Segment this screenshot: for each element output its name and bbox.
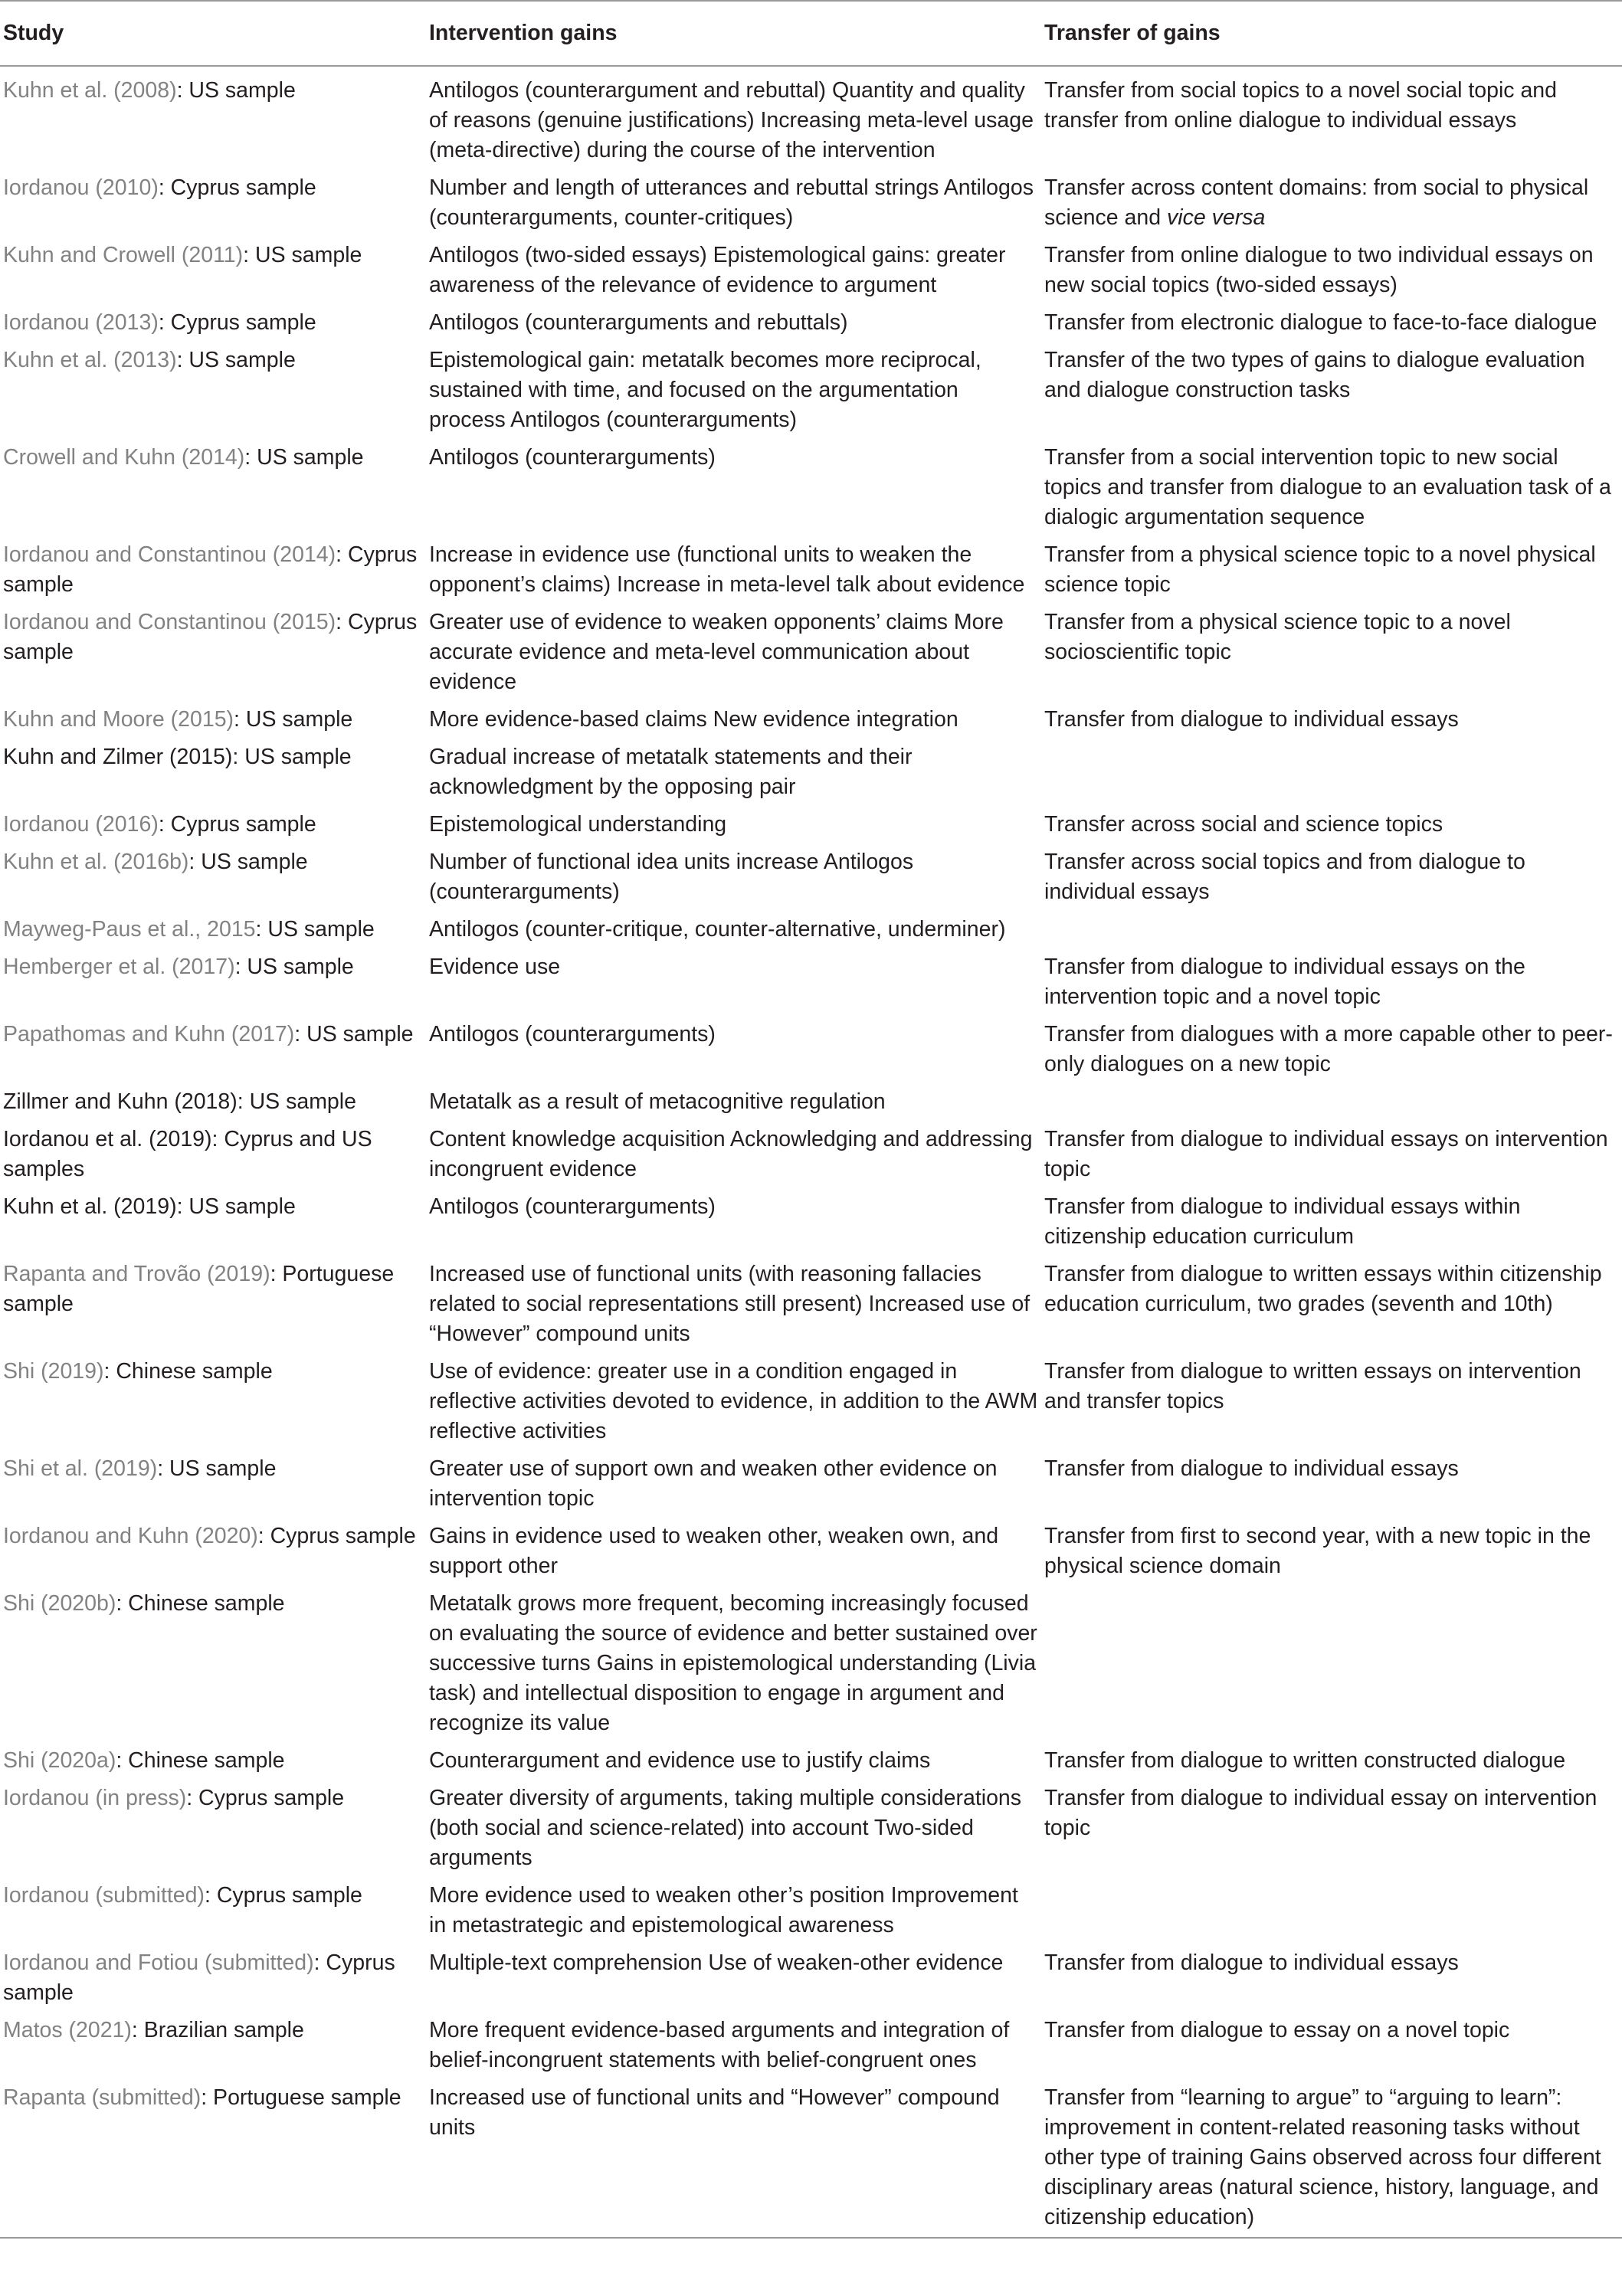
study-citation: Zillmer and Kuhn (2018): [3, 1089, 238, 1114]
intervention-gains-cell: More frequent evidence-based arguments and integration of belief-incongruent statements with belief-congruent ones: [429, 2018, 1010, 2072]
transfer-of-gains-cell: [1044, 536, 1622, 604]
study-citation: Shi (2020a): [3, 1748, 116, 1773]
table-row: [0, 1121, 1622, 1188]
transfer-of-gains-cell: [1044, 1450, 1622, 1518]
transfer-of-gains-cell: [1044, 806, 1622, 843]
transfer-text: Transfer from dialogue to essay on a novel topic: [1044, 2018, 1510, 2042]
study-sample: : Chinese sample: [116, 1748, 285, 1773]
study-cell: [0, 1944, 429, 2012]
study-sample: : Cyprus sample: [204, 1883, 362, 1908]
study-cell: [0, 1780, 429, 1877]
intervention-gains-cell: Multiple-text comprehension Use of weaken-other evidence: [429, 1950, 1004, 1975]
study-citation: Hemberger et al. (2017): [3, 955, 235, 979]
study-citation: Shi et al. (2019): [3, 1456, 158, 1481]
header-transfer-of-gains: Transfer of gains: [1044, 1, 1622, 66]
study-cell: [0, 1353, 429, 1450]
table-row: [0, 948, 1622, 1016]
study-cell: [0, 536, 429, 604]
intervention-gains-cell: Evidence use: [429, 955, 561, 979]
study-cell: [0, 701, 429, 739]
intervention-gains-cell: Greater diversity of arguments, taking multiple considerations (both social and science-related) into account Two-sided arguments: [429, 1786, 1022, 1870]
study-cell: [0, 604, 429, 701]
table-row: [0, 843, 1622, 911]
study-citation: Iordanou and Fotiou (submitted): [3, 1950, 314, 1975]
table-row: [0, 304, 1622, 342]
study-sample: : US sample: [232, 745, 352, 769]
transfer-of-gains-cell: [1044, 1585, 1622, 1742]
table-row: [0, 1188, 1622, 1256]
table-row: [0, 2079, 1622, 2238]
transfer-of-gains-cell: [1044, 237, 1622, 304]
study-cell: [0, 2079, 429, 2238]
transfer-text: Transfer across social and science topics: [1044, 812, 1443, 837]
table-body: [0, 66, 1622, 2238]
table-row: [0, 1742, 1622, 1780]
intervention-gains-cell: Antilogos (counterarguments): [429, 445, 716, 470]
study-citation: Shi (2020b): [3, 1591, 116, 1616]
study-cell: [0, 304, 429, 342]
study-sample: : US sample: [234, 955, 354, 979]
transfer-of-gains-cell: [1044, 66, 1622, 169]
header-row: [0, 1, 1622, 66]
study-cell: [0, 66, 429, 169]
study-sample: : US sample: [237, 1089, 356, 1114]
transfer-of-gains-cell: [1044, 1518, 1622, 1585]
study-sample: : Cyprus sample: [158, 175, 316, 200]
transfer-text: Transfer from dialogue to individual essay on intervention topic: [1044, 1786, 1597, 1840]
transfer-text: Transfer from dialogue to individual essays on intervention topic: [1044, 1127, 1608, 1181]
study-citation: Iordanou (2013): [3, 310, 159, 335]
table-row: [0, 1083, 1622, 1121]
study-cell: [0, 911, 429, 948]
study-sample: : Chinese sample: [116, 1591, 285, 1616]
study-sample: : US sample: [234, 707, 353, 732]
transfer-of-gains-cell: [1044, 2079, 1622, 2238]
table-row: [0, 1016, 1622, 1083]
intervention-gains-cell: Metatalk as a result of metacognitive regulation: [429, 1089, 886, 1114]
study-cell: [0, 439, 429, 536]
table-row: [0, 66, 1622, 169]
study-sample: : Cyprus sample: [3, 610, 418, 664]
transfer-text: Transfer from dialogue to individual essays on the intervention topic and a novel topic: [1044, 955, 1525, 1009]
transfer-of-gains-cell: [1044, 701, 1622, 739]
study-sample: : US sample: [255, 917, 375, 942]
study-sample: : Cyprus sample: [186, 1786, 345, 1810]
study-citation: Mayweg-Paus et al., 2015: [3, 917, 256, 942]
table-header: [0, 1, 1622, 66]
study-cell: [0, 1585, 429, 1742]
study-cell: [0, 1518, 429, 1585]
study-sample: : Cyprus and US samples: [3, 1127, 372, 1181]
intervention-gains-cell: Antilogos (counter-critique, counter-alternative, underminer): [429, 917, 1006, 942]
transfer-of-gains-cell: [1044, 1083, 1622, 1121]
study-sample: : Cyprus sample: [158, 310, 316, 335]
study-citation: Iordanou and Kuhn (2020): [3, 1524, 258, 1548]
study-cell: [0, 1083, 429, 1121]
intervention-gains-cell: More evidence used to weaken other’s position Improvement in metastrategic and epistemological awareness: [429, 1883, 1018, 1937]
intervention-gains-cell: Greater use of support own and weaken other evidence on intervention topic: [429, 1456, 998, 1511]
transfer-of-gains-cell: [1044, 1877, 1622, 1944]
table-row: [0, 1450, 1622, 1518]
study-citation: Iordanou (2016): [3, 812, 159, 837]
study-citation: Matos (2021): [3, 2018, 132, 2042]
intervention-gains-cell: Gradual increase of metatalk statements and their acknowledgment by the opposing pair: [429, 745, 913, 799]
study-citation: Rapanta and Trovão (2019): [3, 1262, 270, 1286]
intervention-gains-cell: Epistemological understanding: [429, 812, 727, 837]
study-citation: Kuhn and Moore (2015): [3, 707, 234, 732]
transfer-text: Transfer from social topics to a novel social topic and transfer from online dialogue to individual essays: [1044, 78, 1557, 133]
study-cell: [0, 806, 429, 843]
study-sample: : US sample: [157, 1456, 277, 1481]
table-row: [0, 1944, 1622, 2012]
table-row: [0, 536, 1622, 604]
table-row: [0, 1585, 1622, 1742]
transfer-text: Transfer from a social intervention topic to new social topics and transfer from dialogue to an evaluation task of a dialogic argumentation sequence: [1044, 445, 1611, 529]
intervention-gains-cell: Increased use of functional units and “However” compound units: [429, 2079, 1044, 2238]
study-cell: [0, 1742, 429, 1780]
transfer-of-gains-cell: [1044, 1256, 1622, 1353]
study-sample: : Portuguese sample: [3, 1262, 395, 1316]
study-citation: Kuhn and Zilmer (2015): [3, 745, 233, 769]
intervention-gains-cell: Increase in evidence use (functional units to weaken the opponent’s claims) Increase in meta-level talk about evidence: [429, 542, 1025, 597]
study-sample: : Cyprus sample: [158, 812, 316, 837]
study-citation: Papathomas and Kuhn (2017): [3, 1022, 295, 1046]
table-row: [0, 1877, 1622, 1944]
transfer-text: Transfer from dialogue to individual essays: [1044, 707, 1459, 732]
transfer-of-gains-cell: [1044, 169, 1622, 237]
transfer-text: Transfer from dialogue to individual essays within citizenship education curriculum: [1044, 1194, 1521, 1249]
transfer-of-gains-cell: [1044, 604, 1622, 701]
study-citation: Iordanou (in press): [3, 1786, 187, 1810]
transfer-of-gains-cell: [1044, 1944, 1622, 2012]
study-cell: [0, 1450, 429, 1518]
transfer-text: Transfer across content domains: from social to physical science and: [1044, 175, 1589, 230]
transfer-of-gains-cell: [1044, 1188, 1622, 1256]
study-citation: Iordanou (submitted): [3, 1883, 205, 1908]
intervention-gains-cell: Increased use of functional units (with reasoning fallacies related to social representations still present) Increased use of “However” compound units: [429, 1262, 1031, 1346]
table-row: [0, 911, 1622, 948]
transfer-of-gains-cell: [1044, 1742, 1622, 1780]
header-intervention-gains: Intervention gains: [429, 1, 1044, 66]
study-cell: [0, 1188, 429, 1256]
study-citation: Kuhn et al. (2019): [3, 1194, 177, 1219]
transfer-text: Transfer from “learning to argue” to “arguing to learn”: improvement in content-related reasoning tasks without other type of training Gains observed across four different disciplinary areas (natural science, history, language, and citizenship education): [1044, 2085, 1601, 2229]
study-sample: : US sample: [243, 243, 362, 267]
study-citation: Iordanou (2010): [3, 175, 159, 200]
header-study: Study: [0, 1, 429, 66]
transfer-of-gains-cell: [1044, 1780, 1622, 1877]
intervention-gains-cell: Metatalk grows more frequent, becoming increasingly focused on evaluating the source of evidence and better sustained over successive turns Gains in epistemological understanding (Livia task) and intellectual disposition to engage in argument and recognize its value: [429, 1591, 1037, 1735]
intervention-gains-cell: Gains in evidence used to weaken other, weaken own, and support other: [429, 1524, 999, 1578]
study-cell: [0, 2012, 429, 2079]
study-cell: [0, 1016, 429, 1083]
study-sample: : US sample: [176, 1194, 296, 1219]
study-sample: : US sample: [188, 850, 308, 874]
table-row: [0, 1353, 1622, 1450]
intervention-gains-cell: Number and length of utterances and rebuttal strings Antilogos (counterarguments, counter-critiques): [429, 175, 1034, 230]
intervention-gains-cell: More evidence-based claims New evidence integration: [429, 707, 958, 732]
transfer-of-gains-cell: [1044, 304, 1622, 342]
intervention-gains-cell: Epistemological gain: metatalk becomes more reciprocal, sustained with time, and focused on the argumentation process Antilogos (counterarguments): [429, 348, 981, 432]
table-row: [0, 1518, 1622, 1585]
table-row: [0, 2012, 1622, 2079]
study-sample: : Cyprus sample: [257, 1524, 416, 1548]
table-row: [0, 1780, 1622, 1877]
study-sample: : Cyprus sample: [3, 1950, 395, 2005]
study-citation: Iordanou and Constantinou (2014): [3, 542, 336, 567]
table-row: [0, 1256, 1622, 1353]
intervention-gains-cell: Use of evidence: greater use in a condition engaged in reflective activities devoted to evidence, in addition to the AWM reflective activities: [429, 1359, 1038, 1443]
intervention-gains-cell: Content knowledge acquisition Acknowledging and addressing incongruent evidence: [429, 1127, 1033, 1181]
intervention-gains-cell: Greater use of evidence to weaken opponents’ claims More accurate evidence and meta-level communication about evidence: [429, 610, 1004, 694]
study-sample: : Brazilian sample: [131, 2018, 304, 2042]
transfer-of-gains-cell: [1044, 843, 1622, 911]
transfer-text: Transfer from electronic dialogue to face-to-face dialogue: [1044, 310, 1597, 335]
transfer-of-gains-cell: [1044, 1353, 1622, 1450]
study-sample: : US sample: [176, 78, 296, 103]
intervention-gains-cell: Antilogos (counterargument and rebuttal) Quantity and quality of reasons (genuine justifications) Increasing meta-level usage (meta-directive) during the course of the intervention: [429, 78, 1034, 162]
study-cell: [0, 843, 429, 911]
intervention-gains-cell: Antilogos (counterarguments and rebuttals): [429, 310, 848, 335]
transfer-emphasis: vice versa: [1167, 205, 1266, 230]
table-row: [0, 604, 1622, 701]
transfer-of-gains-cell: [1044, 1121, 1622, 1188]
transfer-of-gains-cell: [1044, 342, 1622, 439]
intervention-gains-cell: Number of functional idea units increase Antilogos (counterarguments): [429, 850, 914, 904]
transfer-text: Transfer from a physical science topic to a novel socioscientific topic: [1044, 610, 1511, 664]
transfer-text: Transfer from a physical science topic to a novel physical science topic: [1044, 542, 1596, 597]
table-row: [0, 806, 1622, 843]
study-sample: : US sample: [294, 1022, 414, 1046]
transfer-text: Transfer of the two types of gains to dialogue evaluation and dialogue construction tasks: [1044, 348, 1585, 402]
transfer-of-gains-cell: [1044, 2012, 1622, 2079]
study-citation: Rapanta (submitted): [3, 2085, 202, 2110]
table-row: [0, 237, 1622, 304]
intervention-gains-cell: Antilogos (counterarguments): [429, 1194, 716, 1219]
transfer-text: Transfer from dialogue to individual essays: [1044, 1950, 1459, 1975]
transfer-text: Transfer from online dialogue to two individual essays on new social topics (two-sided essays): [1044, 243, 1594, 297]
study-citation: Kuhn et al. (2016b): [3, 850, 189, 874]
study-citation: Kuhn and Crowell (2011): [3, 243, 244, 267]
study-cell: [0, 169, 429, 237]
study-cell: [0, 342, 429, 439]
transfer-of-gains-cell: [1044, 948, 1622, 1016]
table-row: [0, 739, 1622, 806]
transfer-of-gains-cell: [1044, 1016, 1622, 1083]
study-sample: : US sample: [244, 445, 364, 470]
study-citation: Iordanou et al. (2019): [3, 1127, 212, 1151]
transfer-text: Transfer from first to second year, with a new topic in the physical science domain: [1044, 1524, 1591, 1578]
transfer-text: Transfer from dialogue to individual essays: [1044, 1456, 1459, 1481]
table-row: [0, 342, 1622, 439]
study-sample: : US sample: [176, 348, 296, 372]
study-sample: : Portuguese sample: [201, 2085, 401, 2110]
study-sample: : Chinese sample: [103, 1359, 273, 1384]
transfer-of-gains-cell: [1044, 439, 1622, 536]
transfer-of-gains-cell: [1044, 739, 1622, 806]
study-citation: Kuhn et al. (2008): [3, 78, 177, 103]
study-cell: [0, 948, 429, 1016]
study-cell: [0, 1877, 429, 1944]
intervention-gains-cell: Antilogos (counterarguments): [429, 1022, 716, 1046]
study-cell: [0, 237, 429, 304]
transfer-text: Transfer across social topics and from dialogue to individual essays: [1044, 850, 1525, 904]
study-cell: [0, 739, 429, 806]
transfer-of-gains-cell: [1044, 911, 1622, 948]
study-cell: [0, 1121, 429, 1188]
study-citation: Iordanou and Constantinou (2015): [3, 610, 336, 634]
study-citation: Crowell and Kuhn (2014): [3, 445, 245, 470]
transfer-text: Transfer from dialogue to written essays within citizenship education curriculum, two grades (seventh and 10th): [1044, 1262, 1602, 1316]
table-row: [0, 701, 1622, 739]
study-citation: Shi (2019): [3, 1359, 104, 1384]
transfer-text: Transfer from dialogues with a more capable other to peer-only dialogues on a new topic: [1044, 1022, 1613, 1076]
study-cell: [0, 1256, 429, 1353]
intervention-gains-cell: Counterargument and evidence use to justify claims: [429, 1748, 931, 1773]
table-row: [0, 439, 1622, 536]
table-row: [0, 169, 1622, 237]
transfer-text: Transfer from dialogue to written constructed dialogue: [1044, 1748, 1566, 1773]
study-citation: Kuhn et al. (2013): [3, 348, 177, 372]
intervention-gains-cell: Antilogos (two-sided essays) Epistemological gains: greater awareness of the relevance of evidence to argument: [429, 243, 1006, 297]
transfer-text: Transfer from dialogue to written essays on intervention and transfer topics: [1044, 1359, 1581, 1413]
study-sample: : Cyprus sample: [3, 542, 418, 597]
